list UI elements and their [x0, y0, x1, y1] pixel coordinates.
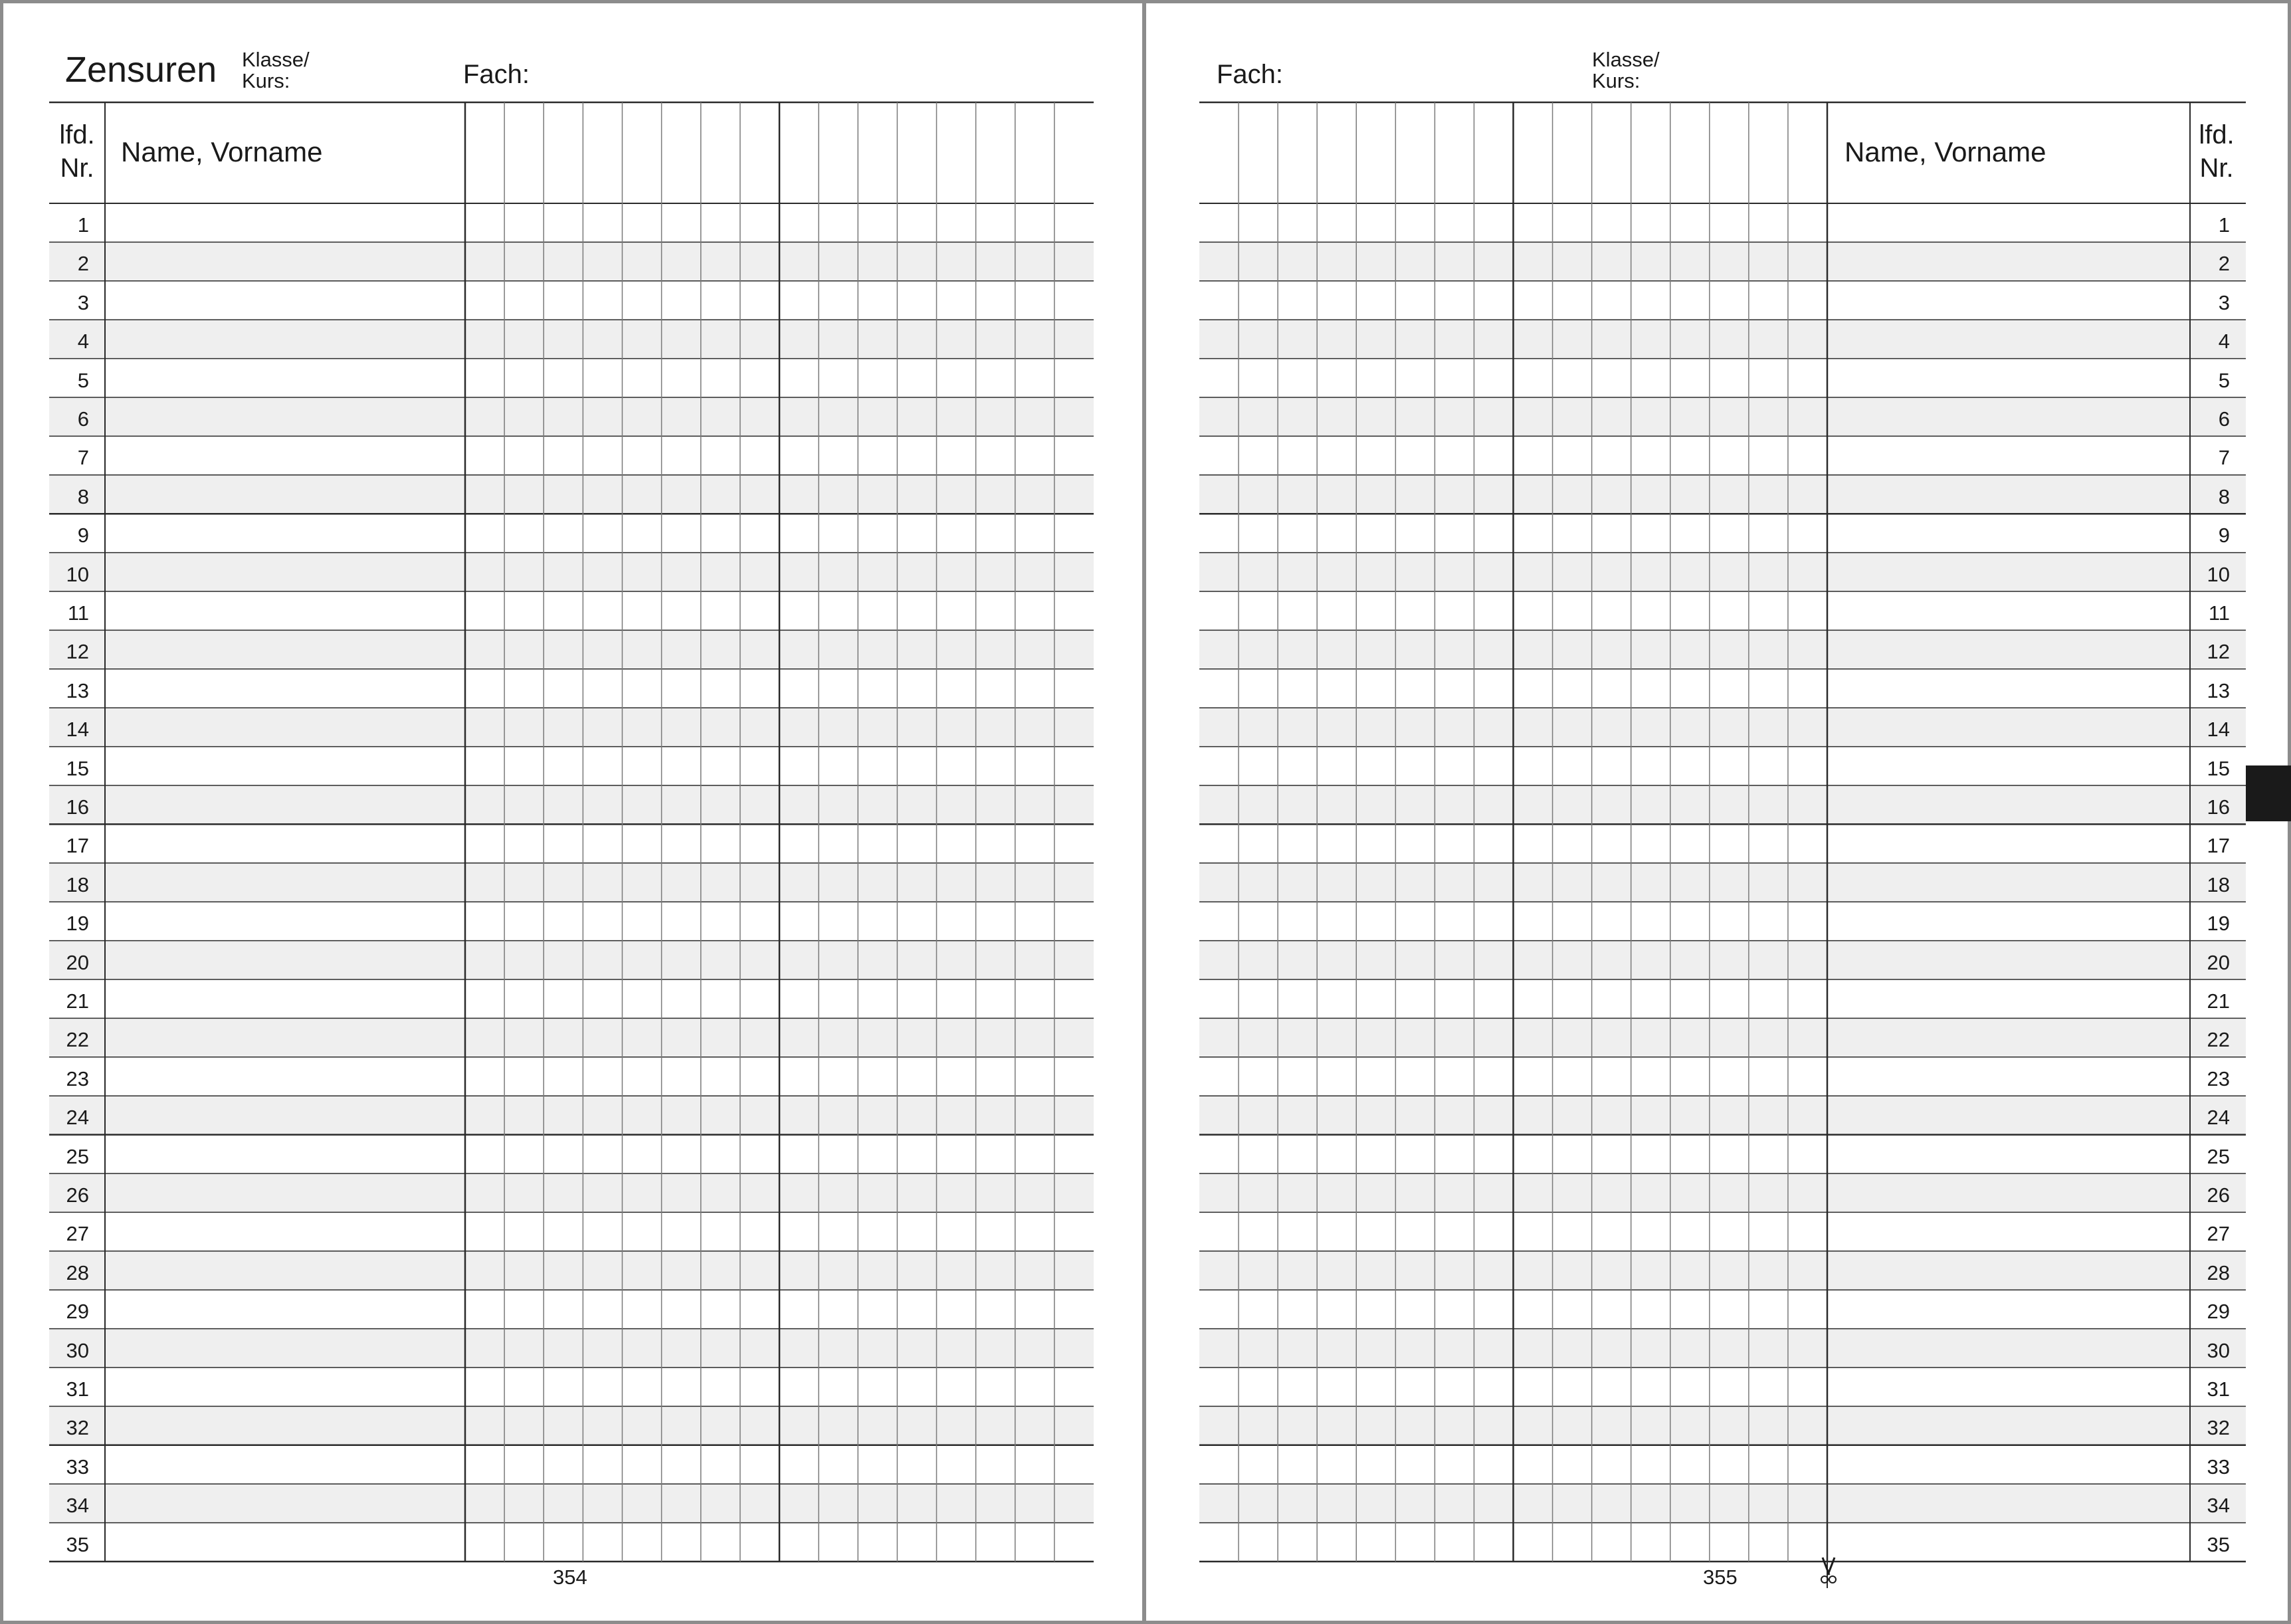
row-number-left: 7	[77, 446, 89, 470]
row-number-right: 7	[2218, 446, 2230, 470]
row-number-right: 4	[2218, 330, 2230, 354]
row-number-right: 10	[2207, 562, 2230, 586]
page-title: Zensuren	[65, 50, 217, 90]
row-number-right: 19	[2207, 912, 2230, 936]
row-number-right: 6	[2218, 407, 2230, 431]
column-header-nr-line2-right: Nr.	[2199, 153, 2234, 183]
row-number-left: 1	[77, 213, 89, 237]
row-number-left: 20	[66, 950, 89, 974]
row-number-right: 3	[2218, 290, 2230, 314]
row-number-right: 20	[2207, 950, 2230, 974]
row-number-right: 31	[2207, 1377, 2230, 1401]
row-number-right: 33	[2207, 1455, 2230, 1478]
row-number-left: 34	[66, 1494, 89, 1518]
row-number-right: 25	[2207, 1144, 2230, 1168]
row-number-left: 9	[77, 524, 89, 548]
row-number-right: 15	[2207, 756, 2230, 780]
row-number-left: 24	[66, 1106, 89, 1130]
row-number-left: 17	[66, 834, 89, 858]
row-number-right: 30	[2207, 1338, 2230, 1362]
row-number-left: 11	[67, 601, 89, 625]
row-number-left: 14	[66, 718, 89, 742]
row-number-right: 17	[2207, 834, 2230, 858]
row-number-right: 27	[2207, 1222, 2230, 1246]
row-number-right: 24	[2207, 1106, 2230, 1130]
row-number-right: 18	[2207, 872, 2230, 896]
row-number-right: 22	[2207, 1028, 2230, 1052]
row-number-left: 29	[66, 1300, 89, 1324]
row-number-right: 28	[2207, 1261, 2230, 1284]
row-number-left: 32	[66, 1416, 89, 1440]
column-header-nr-line2: Nr.	[60, 153, 94, 183]
column-header-name: Name, Vorname	[121, 136, 323, 167]
page-number-right: 355	[1703, 1566, 1738, 1589]
row-number-left: 27	[66, 1222, 89, 1246]
fach-label: Fach:	[463, 60, 530, 89]
row-number-left: 5	[77, 368, 89, 392]
row-number-right: 14	[2207, 718, 2230, 742]
row-number-left: 22	[66, 1028, 89, 1052]
row-number-right: 32	[2207, 1416, 2230, 1440]
row-number-left: 10	[66, 562, 89, 586]
row-number-right: 34	[2207, 1494, 2230, 1518]
row-number-right: 23	[2207, 1066, 2230, 1090]
klasse-label-right: Klasse/	[1592, 48, 1660, 71]
row-number-right: 26	[2207, 1183, 2230, 1207]
fach-label-right: Fach:	[1217, 60, 1284, 89]
row-number-left: 26	[66, 1183, 89, 1207]
row-number-left: 31	[66, 1377, 89, 1401]
row-number-left: 21	[66, 989, 89, 1013]
row-number-left: 6	[77, 407, 89, 431]
row-number-right: 5	[2218, 368, 2230, 392]
row-number-left: 2	[77, 252, 89, 276]
row-number-left: 33	[66, 1455, 89, 1478]
kurs-label-right: Kurs:	[1592, 69, 1641, 92]
row-number-left: 19	[66, 912, 89, 936]
column-header-nr-line1-right: lfd.	[2199, 120, 2235, 150]
row-number-left: 15	[66, 756, 89, 780]
column-header-nr-right	[2189, 118, 2244, 185]
row-number-left: 12	[66, 640, 89, 664]
row-number-right: 29	[2207, 1300, 2230, 1324]
column-header-nr	[49, 118, 105, 185]
row-number-right: 16	[2207, 795, 2230, 819]
page-number-left: 354	[553, 1566, 587, 1589]
row-number-left: 4	[77, 330, 89, 354]
column-header-name-right: Name, Vorname	[1844, 136, 2046, 167]
klasse-label: Klasse/	[242, 48, 310, 71]
row-number-right: 35	[2207, 1532, 2230, 1556]
row-number-left: 25	[66, 1144, 89, 1168]
row-number-left: 28	[66, 1261, 89, 1284]
scissors-icon	[1815, 1555, 1841, 1585]
row-number-left: 8	[77, 484, 89, 508]
row-number-right: 13	[2207, 678, 2230, 702]
row-number-right: 21	[2207, 989, 2230, 1013]
row-number-left: 30	[66, 1338, 89, 1362]
row-number-right: 1	[2218, 213, 2230, 237]
row-number-left: 23	[66, 1066, 89, 1090]
row-number-left: 13	[66, 678, 89, 702]
row-number-left: 16	[66, 795, 89, 819]
row-number-right: 8	[2218, 484, 2230, 508]
row-number-right: 9	[2218, 524, 2230, 548]
row-number-left: 18	[66, 872, 89, 896]
row-number-left: 35	[66, 1532, 89, 1556]
row-number-left: 3	[77, 290, 89, 314]
column-header-nr-line1: lfd.	[59, 120, 95, 150]
row-number-right: 12	[2207, 640, 2230, 664]
kurs-label: Kurs:	[242, 69, 290, 92]
row-number-right: 11	[2208, 601, 2230, 625]
row-number-right: 2	[2218, 252, 2230, 276]
chapter-tab	[2246, 765, 2291, 821]
